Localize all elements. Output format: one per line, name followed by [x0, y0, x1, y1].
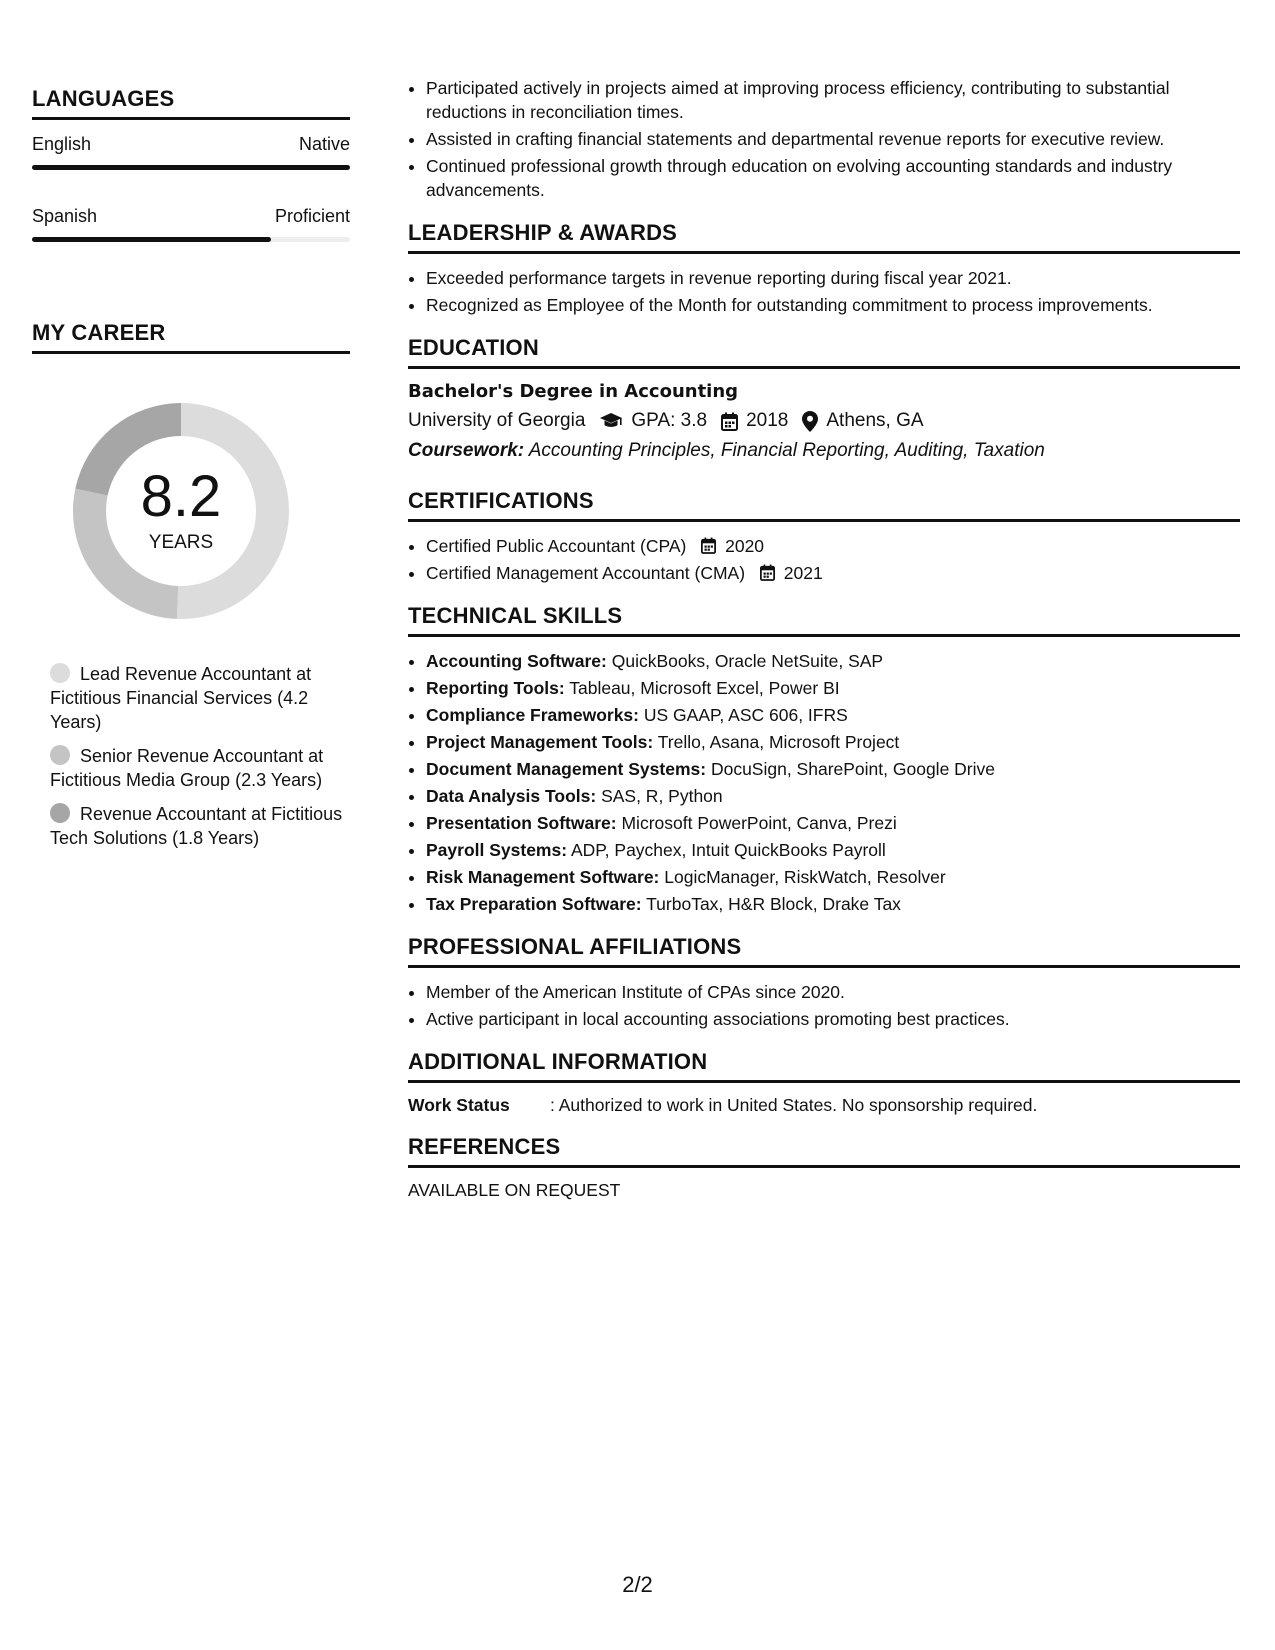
list-item [426, 703, 1240, 727]
language-name: English [32, 134, 92, 154]
certification-name: Certified Management Accountant (CMA) [426, 563, 746, 583]
certification-name: Certified Public Accountant (CPA) [426, 536, 687, 556]
page-number: 2/2 [622, 1572, 653, 1597]
gpa: GPA: 3.8 [631, 410, 708, 431]
skill-label: Compliance Frameworks: [426, 705, 639, 725]
skills-title: TECHNICAL SKILLS [408, 603, 1240, 637]
certification-year: 2020 [725, 536, 765, 556]
language-level-fill [32, 237, 271, 242]
legend-dot-icon [50, 803, 70, 823]
list-item: • Member of the American Institute of CPAs since 2020. [426, 980, 1240, 1004]
legend-dot-icon [50, 745, 70, 765]
list-item [426, 534, 1240, 558]
list-item [426, 757, 1240, 781]
work-status-row [408, 1095, 1240, 1116]
references-title: REFERENCES [408, 1134, 1240, 1168]
languages-title: LANGUAGES [32, 86, 350, 120]
education-details [408, 410, 1240, 432]
list-item: • Participated actively in projects aimed at improving process efficiency, contributing to substantial reductions in reconciliation times. [426, 76, 1240, 124]
experience-bullets [408, 76, 1240, 202]
skill-value: ADP, Paychex, Intuit QuickBooks Payroll [570, 840, 886, 860]
skill-value: US GAAP, ASC 606, IFRS [643, 705, 848, 725]
list-item [426, 561, 1240, 585]
legend-label: Revenue Accountant at Fictitious Tech Solutions (1.8 Years) [50, 804, 343, 848]
skill-value: Trello, Asana, Microsoft Project [657, 732, 900, 752]
list-item: • Recognized as Employee of the Month for outstanding commitment to process improvements. [426, 293, 1240, 317]
skill-value: DocuSign, SharePoint, Google Drive [710, 759, 995, 779]
list-item: • Active participant in local accounting associations promoting best practices. [426, 1007, 1240, 1031]
language-level-fill [32, 165, 350, 170]
career-title: MY CAREER [32, 320, 350, 354]
skill-value: SAS, R, Python [601, 786, 723, 806]
list-item [426, 649, 1240, 673]
skill-label: Document Management Systems: [426, 759, 707, 779]
certification-year: 2021 [783, 563, 823, 583]
list-item: • Exceeded performance targets in revenue reporting during fiscal year 2021. [426, 266, 1240, 290]
skill-value: TurboTax, H&R Block, Drake Tax [646, 894, 901, 914]
certifications-title: CERTIFICATIONS [408, 488, 1240, 522]
certifications-section [408, 488, 1240, 585]
skill-label: Presentation Software: [426, 813, 617, 833]
skill-label: Payroll Systems: [426, 840, 568, 860]
coursework-label: Coursework: [408, 440, 525, 461]
skill-label: Accounting Software: [426, 651, 607, 671]
skill-label: Reporting Tools: [426, 678, 565, 698]
leadership-list [408, 266, 1240, 317]
list-item [426, 892, 1240, 916]
education-section [408, 335, 1240, 462]
skill-value: Microsoft PowerPoint, Canva, Prezi [621, 813, 897, 833]
affiliations-list [408, 980, 1240, 1031]
references-section [408, 1134, 1240, 1201]
map-pin-icon [802, 411, 818, 432]
leadership-title: LEADERSHIP & AWARDS [408, 220, 1240, 254]
legend-item [50, 802, 350, 850]
references-text: AVAILABLE ON REQUEST [408, 1180, 621, 1200]
legend-label: Lead Revenue Accountant at Fictitious Financial Services (4.2 Years) [50, 664, 312, 732]
work-status-label: Work Status [408, 1095, 510, 1115]
education-title: EDUCATION [408, 335, 1240, 369]
language-level: Native [298, 134, 350, 154]
skill-label: Risk Management Software: [426, 867, 660, 887]
language-level: Proficient [274, 206, 350, 226]
skill-value: Tableau, Microsoft Excel, Power BI [569, 678, 840, 698]
career-section [32, 320, 350, 850]
language-name: Spanish [32, 206, 98, 226]
degree-title: Bachelor's Degree in Accounting [408, 381, 739, 402]
leadership-section [408, 220, 1240, 317]
list-item [426, 865, 1240, 889]
additional-info-title: ADDITIONAL INFORMATION [408, 1049, 1240, 1083]
skill-value: QuickBooks, Oracle NetSuite, SAP [611, 651, 884, 671]
skill-label: Tax Preparation Software: [426, 894, 642, 914]
affiliations-section [408, 934, 1240, 1031]
legend-dot-icon [50, 663, 70, 683]
career-total-years: 8.2 [140, 464, 222, 529]
list-item [426, 730, 1240, 754]
donut-center [66, 396, 296, 626]
graduation-cap-icon [599, 412, 623, 430]
career-legend [50, 662, 350, 850]
language-item-spanish [32, 206, 350, 242]
list-item: • Continued professional growth through education on evolving accounting standards and industry advancements. [426, 154, 1240, 202]
language-level-bar [32, 237, 350, 242]
skill-value: LogicManager, RiskWatch, Resolver [664, 867, 946, 887]
skill-label: Data Analysis Tools: [426, 786, 597, 806]
legend-item [50, 662, 350, 734]
certifications-list [408, 534, 1240, 585]
coursework-list: Accounting Principles, Financial Reporting, Auditing, Taxation [528, 440, 1045, 461]
school-location: Athens, GA [826, 410, 924, 431]
languages-section [32, 86, 350, 242]
skills-section [408, 603, 1240, 916]
left-column [32, 86, 350, 860]
right-column [408, 76, 1240, 1201]
list-item [426, 784, 1240, 808]
calendar-icon [701, 537, 716, 554]
skill-label: Project Management Tools: [426, 732, 654, 752]
school-name: University of Georgia [408, 410, 586, 431]
work-status-value: : Authorized to work in United States. No sponsorship required. [550, 1095, 1038, 1115]
career-total-unit: YEARS [148, 532, 214, 553]
additional-info-section [408, 1049, 1240, 1116]
career-donut-chart [66, 396, 296, 626]
calendar-icon [760, 564, 775, 581]
legend-item [50, 744, 350, 792]
graduation-year: 2018 [746, 410, 789, 431]
coursework [408, 440, 1240, 462]
list-item [426, 676, 1240, 700]
language-level-bar [32, 165, 350, 170]
calendar-icon [721, 412, 738, 431]
list-item: • Assisted in crafting financial statements and departmental revenue reports for executive review. [426, 127, 1240, 151]
list-item [426, 838, 1240, 862]
legend-label: Senior Revenue Accountant at Fictitious Media Group (2.3 Years) [50, 746, 324, 790]
skills-list [408, 649, 1240, 916]
list-item [426, 811, 1240, 835]
affiliations-title: PROFESSIONAL AFFILIATIONS [408, 934, 1240, 968]
language-item-english [32, 134, 350, 170]
